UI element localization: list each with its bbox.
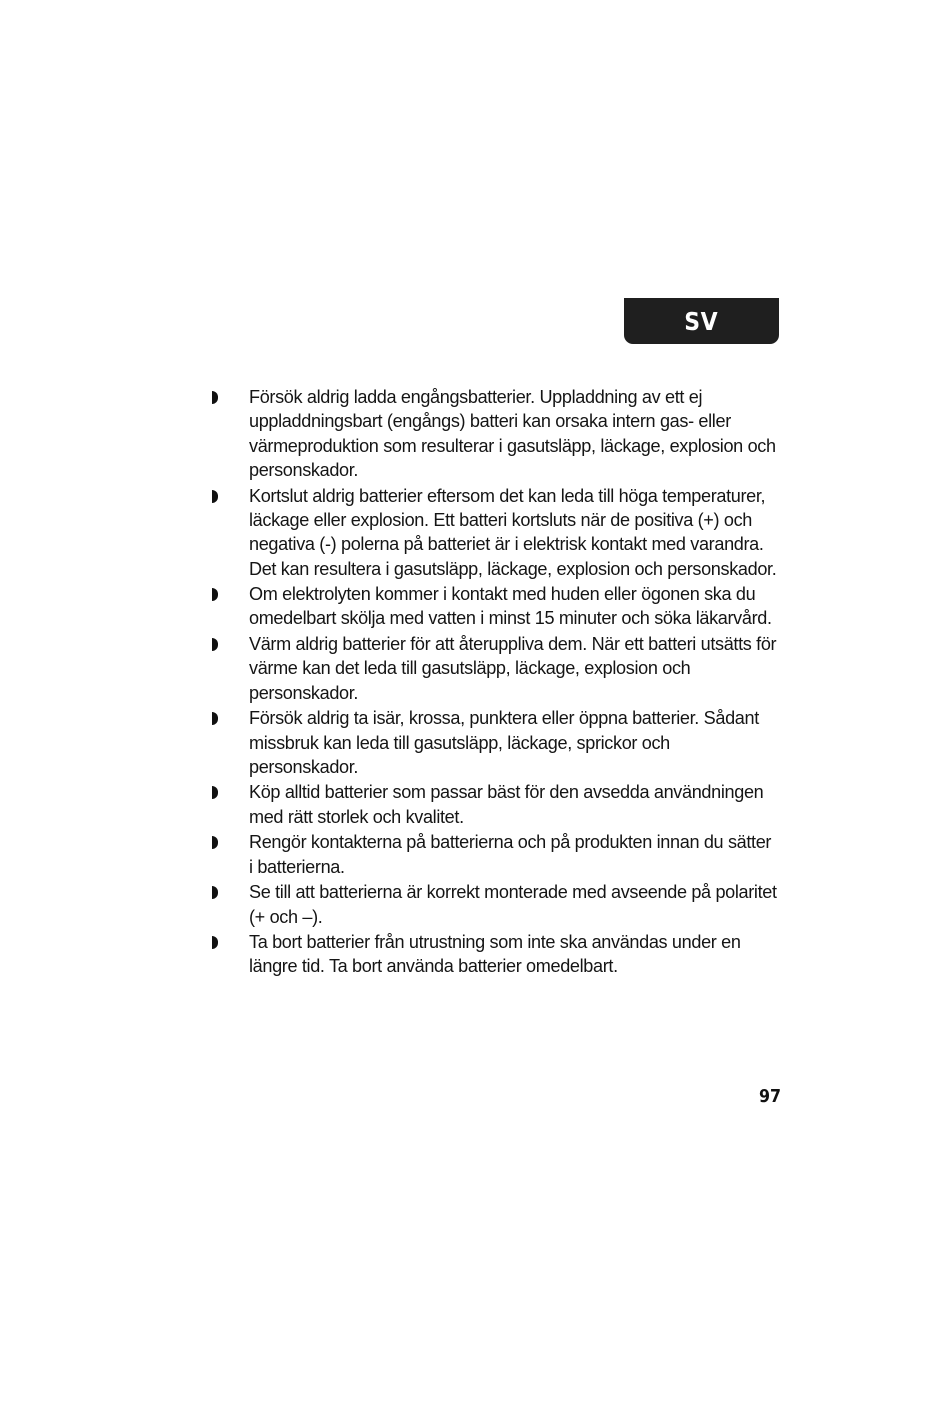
bullet-text: Rengör kontakterna på batterierna och på produkten innan du sätter i batterierna.: [249, 832, 772, 877]
bullet-item-5: [212, 706, 782, 779]
safety-bullet-list: [212, 385, 782, 980]
bullet-item-8: [212, 880, 782, 929]
bullet-item-6: [212, 780, 782, 829]
bullet-text: Se till att batterierna är korrekt monterade med avseende på polaritet (+ och –).: [249, 882, 777, 927]
bullet-text: Försök aldrig ta isär, krossa, punktera eller öppna batterier. Sådant missbruk kan leda till gasutsläpp, läckage, sprickor och personskador.: [249, 708, 759, 777]
bullet-item-9: [212, 930, 782, 979]
bullet-item-7: [212, 830, 782, 879]
bullet-text: Kortslut aldrig batterier eftersom det kan leda till höga temperaturer, läckage eller explosion. Ett batteri kortsluts när de positiva (+) och negativa (-) polerna på batteriet är i elektrisk kontakt med varandra. Det kan resultera i gasutsläpp, läckage, explosion och personskador.: [249, 485, 777, 579]
bullet-item-1: [212, 385, 782, 482]
language-tab: [624, 298, 779, 344]
bullet-marker-icon: [212, 638, 218, 651]
bullet-text: Om elektrolyten kommer i kontakt med huden eller ögonen ska du omedelbart skölja med vatten i minst 15 minuter och söka läkarvård.: [249, 584, 772, 629]
bullet-marker-icon: [212, 936, 218, 949]
bullet-item-4: [212, 632, 782, 705]
bullet-item-3: [212, 582, 782, 631]
bullet-marker-icon: [212, 490, 218, 503]
bullet-marker-icon: [212, 836, 218, 849]
page-number: 97: [759, 1086, 782, 1107]
bullet-text: Värm aldrig batterier för att återuppliva dem. När ett batteri utsätts för värme kan det leda till gasutsläpp, läckage, explosion och personskador.: [249, 634, 777, 703]
bullet-marker-icon: [212, 786, 218, 799]
bullet-marker-icon: [212, 712, 218, 725]
bullet-marker-icon: [212, 391, 218, 404]
bullet-marker-icon: [212, 886, 218, 899]
bullet-text: Köp alltid batterier som passar bäst för den avsedda användningen med rätt storlek och kvalitet.: [249, 782, 764, 827]
bullet-item-2: [212, 484, 782, 581]
language-tab-label: SV: [684, 306, 719, 336]
bullet-marker-icon: [212, 588, 218, 601]
bullet-text: Försök aldrig ladda engångsbatterier. Uppladdning av ett ej uppladdningsbart (engångs) batteri kan orsaka intern gas- eller värmeproduktion som resulterar i gasutsläpp, läckage, explosion och personskador.: [249, 387, 776, 481]
bullet-text: Ta bort batterier från utrustning som inte ska användas under en längre tid. Ta bort använda batterier omedelbart.: [249, 932, 741, 977]
